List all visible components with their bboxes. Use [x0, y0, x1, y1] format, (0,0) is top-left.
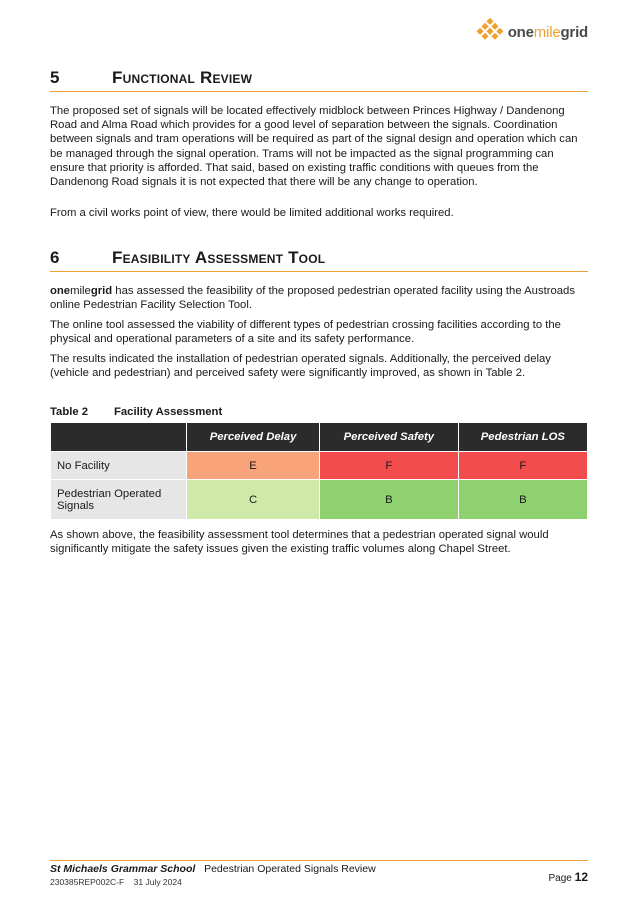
section-number: 5	[50, 68, 60, 87]
section-6-paragraph-2: The online tool assessed the viability of different types of pedestrian crossing facilities according to the physical and operational parameters of a site and its safety performance.	[50, 319, 561, 346]
table-header-cell: Perceived Safety	[320, 423, 459, 452]
rating-cell: F	[458, 452, 587, 480]
table-caption: Table 2 Facility Assessment	[50, 406, 223, 418]
rating-cell: B	[320, 480, 459, 520]
section-6-paragraph-1: onemilegrid has assessed the feasibility of the proposed pedestrian operated facility using the Austroads online Pedestrian Facility Selection Tool.	[50, 285, 575, 312]
rating-cell: E	[187, 452, 320, 480]
facility-assessment-table	[50, 422, 588, 520]
grid-logo-icon	[476, 18, 504, 46]
section-5-heading	[50, 68, 588, 92]
footer-ref: 230385REP002C-F	[50, 877, 125, 887]
footer-school: St Michaels Grammar School	[50, 863, 196, 875]
section-number: 6	[50, 248, 60, 267]
rating-cell: F	[320, 452, 459, 480]
table-row	[51, 480, 588, 520]
table-row	[51, 452, 588, 480]
company-logo	[476, 18, 588, 46]
row-label: Pedestrian Operated Signals	[51, 480, 187, 520]
section-title: Feasibility Assessment Tool	[112, 248, 326, 267]
logo-text: onemilegrid	[507, 23, 588, 41]
footer-divider	[50, 860, 588, 861]
table-header-cell: Perceived Delay	[187, 423, 320, 452]
table-header-row	[51, 423, 588, 452]
page-number: Page 12	[548, 870, 588, 884]
section-5-paragraph-2: From a civil works point of view, there would be limited additional works required.	[50, 207, 454, 219]
closing-paragraph: As shown above, the feasibility assessment tool determines that a pedestrian operated signal would significantly mitigate the safety issues given the existing traffic volumes along Chapel Street.	[50, 529, 549, 556]
footer-date: 31 July 2024	[133, 877, 182, 887]
footer-info	[50, 863, 376, 887]
table-header-cell	[51, 423, 187, 452]
section-title: Functional Review	[112, 68, 253, 87]
footer-doc-title: Pedestrian Operated Signals Review	[204, 863, 376, 875]
rating-cell: C	[187, 480, 320, 520]
section-5-paragraph-1: The proposed set of signals will be located effectively midblock between Princes Highway / Dandenong Road and Alma Road which provides for a good level of separation between the signals. Coordination between signals and tram operations will be required as part of the signal design and operation which can be managed through the signal operation. Trams will not be impacted as the signal programming can ensure that priority is afforded. That said, based on existing traffic conditions with queues from the Dandenong Road signals it is not expected that there will be any change to operation.	[50, 105, 578, 189]
table-header-cell: Pedestrian LOS	[458, 423, 587, 452]
section-6-heading	[50, 248, 588, 272]
section-6-paragraph-3: The results indicated the installation of pedestrian operated signals. Additionally, the perceived delay (vehicle and pedestrian) and perceived safety were significantly improved, as shown in Table 2.	[50, 353, 551, 380]
row-label: No Facility	[51, 452, 187, 480]
rating-cell: B	[458, 480, 587, 520]
